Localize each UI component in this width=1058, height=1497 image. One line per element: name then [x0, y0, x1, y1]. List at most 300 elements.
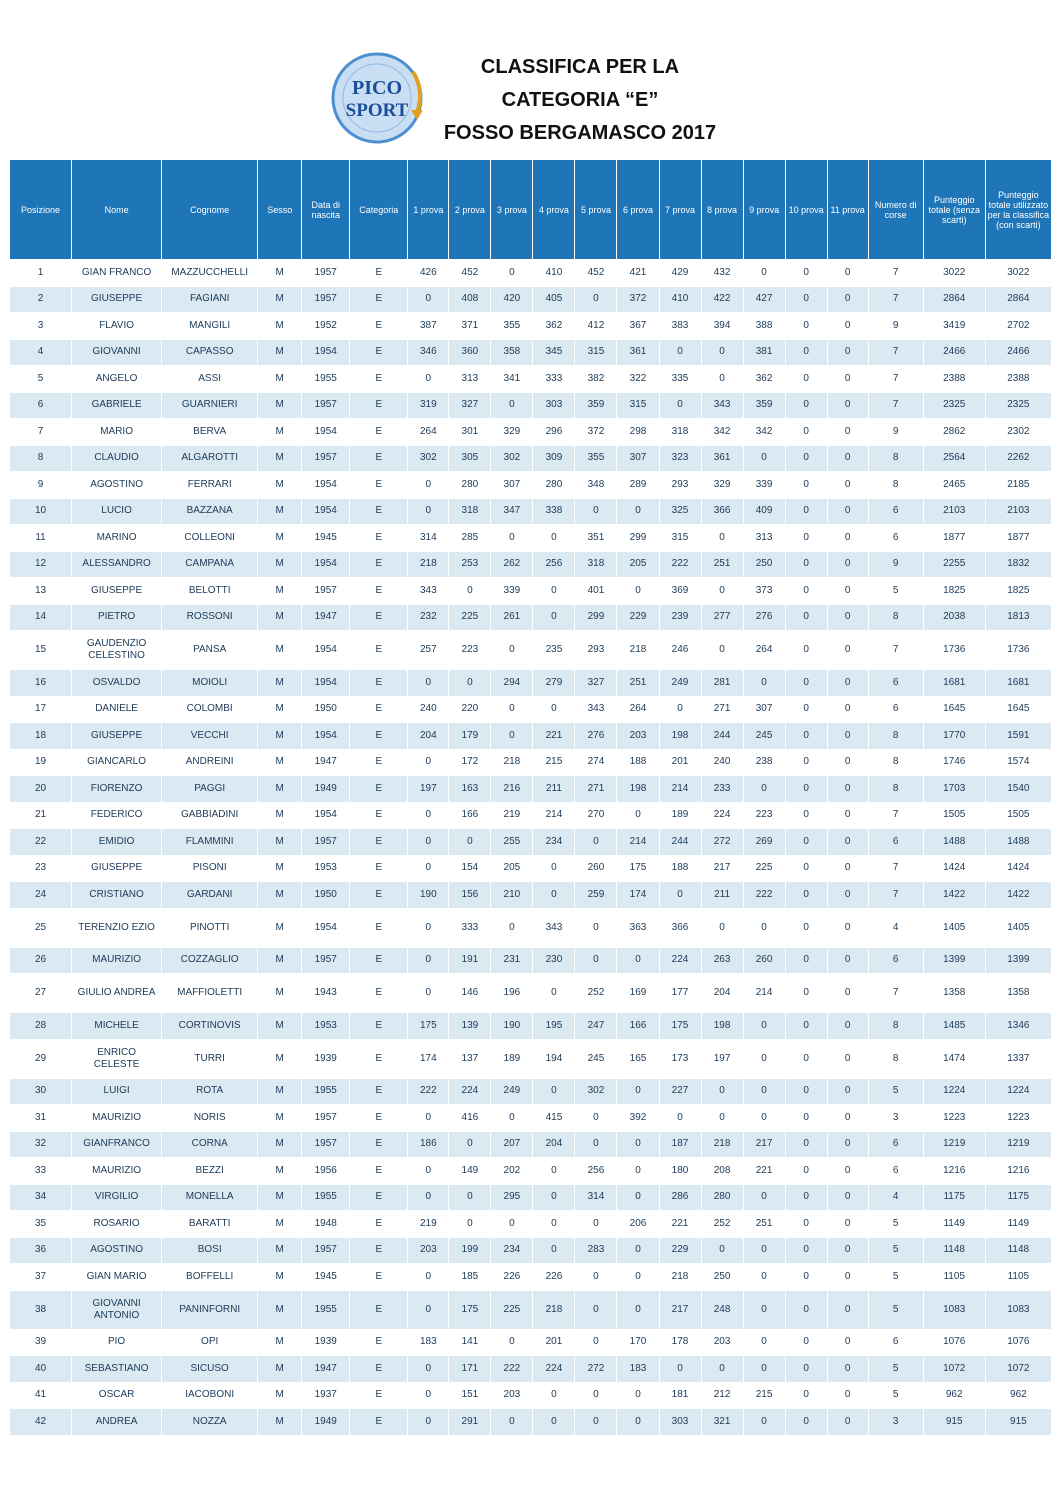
cell-prova-2: 185 [449, 1264, 491, 1291]
cell-prova-10: 0 [785, 829, 827, 856]
table-row [10, 882, 1052, 909]
cell-posizione: 37 [10, 1264, 72, 1291]
cell-posizione: 34 [10, 1184, 72, 1211]
cell-prova-8: 240 [701, 749, 743, 776]
cell-prova-4: 0 [533, 974, 575, 1013]
cell-posizione: 21 [10, 802, 72, 829]
cell-prova-9: 217 [743, 1131, 785, 1158]
cell-prova-9: 307 [743, 696, 785, 723]
cell-punteggio-totale-senza-scarti: 2862 [923, 419, 985, 446]
cell-prova-2: 171 [449, 1356, 491, 1383]
cell-prova-7: 224 [659, 947, 701, 974]
cell-categoria: E [350, 1237, 408, 1264]
cell-data-di-nascita: 1954 [302, 631, 350, 670]
cell-categoria: E [350, 339, 408, 366]
cell-prova-9: 214 [743, 974, 785, 1013]
cell-punteggio-totale-senza-scarti: 1219 [923, 1131, 985, 1158]
cell-cognome: MAFFIOLETTI [162, 974, 258, 1013]
cell-prova-10: 0 [785, 631, 827, 670]
cell-numero-di-corse: 5 [868, 578, 923, 605]
cell-punteggio-con-scarti: 1422 [985, 882, 1051, 909]
cell-nome: LUCIO [72, 498, 162, 525]
cell-punteggio-con-scarti: 2302 [985, 419, 1051, 446]
cell-punteggio-totale-senza-scarti: 1424 [923, 855, 985, 882]
cell-cognome: VECCHI [162, 723, 258, 750]
cell-prova-1: 175 [408, 1013, 449, 1040]
cell-categoria: E [350, 1409, 408, 1436]
cell-prova-7: 173 [659, 1039, 701, 1078]
cell-posizione: 28 [10, 1013, 72, 1040]
cell-categoria: E [350, 1078, 408, 1105]
cell-prova-7: 227 [659, 1078, 701, 1105]
cell-prova-6: 169 [617, 974, 659, 1013]
cell-prova-11: 0 [827, 696, 868, 723]
cell-data-di-nascita: 1949 [302, 1409, 350, 1436]
cell-punteggio-totale-senza-scarti: 2388 [923, 366, 985, 393]
cell-numero-di-corse: 8 [868, 604, 923, 631]
column-header-prova-8: 8 prova [701, 160, 743, 260]
cell-prova-8: 217 [701, 855, 743, 882]
cell-prova-1: 0 [408, 498, 449, 525]
cell-prova-2: 224 [449, 1078, 491, 1105]
cell-data-di-nascita: 1954 [302, 908, 350, 947]
cell-cognome: ROTA [162, 1078, 258, 1105]
cell-prova-4: 235 [533, 631, 575, 670]
cell-prova-5: 452 [575, 260, 617, 287]
cell-punteggio-con-scarti: 1736 [985, 631, 1051, 670]
cell-prova-8: 211 [701, 882, 743, 909]
cell-posizione: 31 [10, 1105, 72, 1132]
cell-prova-7: 0 [659, 1105, 701, 1132]
cell-posizione: 41 [10, 1382, 72, 1409]
cell-prova-11: 0 [827, 1329, 868, 1356]
table-row [10, 749, 1052, 776]
cell-nome: PIETRO [72, 604, 162, 631]
cell-nome: MARIO [72, 419, 162, 446]
table-row [10, 1264, 1052, 1291]
cell-prova-10: 0 [785, 313, 827, 340]
cell-punteggio-con-scarti: 2702 [985, 313, 1051, 340]
cell-prova-10: 0 [785, 1237, 827, 1264]
cell-posizione: 3 [10, 313, 72, 340]
cell-prova-8: 321 [701, 1409, 743, 1436]
cell-prova-11: 0 [827, 802, 868, 829]
cell-prova-5: 271 [575, 776, 617, 803]
cell-prova-3: 0 [491, 260, 533, 287]
cell-posizione: 11 [10, 525, 72, 552]
cell-categoria: E [350, 551, 408, 578]
cell-punteggio-totale-senza-scarti: 962 [923, 1382, 985, 1409]
cell-sesso: M [258, 445, 302, 472]
table-row [10, 339, 1052, 366]
cell-sesso: M [258, 723, 302, 750]
cell-prova-1: 0 [408, 829, 449, 856]
cell-punteggio-totale-senza-scarti: 1770 [923, 723, 985, 750]
cell-prova-11: 0 [827, 723, 868, 750]
cell-prova-9: 215 [743, 1382, 785, 1409]
cell-punteggio-totale-senza-scarti: 1681 [923, 670, 985, 697]
cell-prova-8: 0 [701, 631, 743, 670]
cell-sesso: M [258, 1356, 302, 1383]
cell-prova-1: 0 [408, 974, 449, 1013]
cell-prova-10: 0 [785, 1013, 827, 1040]
cell-categoria: E [350, 1382, 408, 1409]
cell-prova-8: 0 [701, 525, 743, 552]
cell-prova-5: 270 [575, 802, 617, 829]
cell-prova-1: 0 [408, 670, 449, 697]
cell-sesso: M [258, 392, 302, 419]
cell-prova-8: 271 [701, 696, 743, 723]
cell-punteggio-con-scarti: 1645 [985, 696, 1051, 723]
cell-prova-9: 0 [743, 1105, 785, 1132]
cell-prova-7: 175 [659, 1013, 701, 1040]
cell-punteggio-con-scarti: 1148 [985, 1237, 1051, 1264]
cell-prova-5: 299 [575, 604, 617, 631]
cell-prova-11: 0 [827, 829, 868, 856]
cell-punteggio-totale-senza-scarti: 1216 [923, 1158, 985, 1185]
cell-categoria: E [350, 1329, 408, 1356]
title-line-2: CATEGORIA “E” [501, 89, 659, 111]
cell-prova-4: 230 [533, 947, 575, 974]
cell-prova-7: 325 [659, 498, 701, 525]
cell-prova-9: 0 [743, 1329, 785, 1356]
cell-numero-di-corse: 5 [868, 1078, 923, 1105]
cell-sesso: M [258, 525, 302, 552]
cell-data-di-nascita: 1957 [302, 578, 350, 605]
cell-prova-11: 0 [827, 498, 868, 525]
cell-data-di-nascita: 1954 [302, 339, 350, 366]
cell-prova-9: 381 [743, 339, 785, 366]
table-row [10, 551, 1052, 578]
cell-prova-6: 198 [617, 776, 659, 803]
cell-prova-9: 409 [743, 498, 785, 525]
cell-nome: MAURIZIO [72, 1105, 162, 1132]
cell-cognome: MANGILI [162, 313, 258, 340]
cell-prova-5: 0 [575, 1211, 617, 1238]
cell-prova-4: 221 [533, 723, 575, 750]
cell-data-di-nascita: 1954 [302, 802, 350, 829]
cell-prova-5: 0 [575, 1105, 617, 1132]
cell-prova-5: 314 [575, 1184, 617, 1211]
column-header-prova-6: 6 prova [617, 160, 659, 260]
cell-prova-9: 362 [743, 366, 785, 393]
cell-prova-6: 0 [617, 1184, 659, 1211]
cell-cognome: GUARNIERI [162, 392, 258, 419]
cell-data-di-nascita: 1947 [302, 604, 350, 631]
cell-prova-3: 355 [491, 313, 533, 340]
cell-prova-10: 0 [785, 908, 827, 947]
cell-prova-5: 318 [575, 551, 617, 578]
cell-nome: CLAUDIO [72, 445, 162, 472]
cell-numero-di-corse: 7 [868, 802, 923, 829]
cell-punteggio-totale-senza-scarti: 1076 [923, 1329, 985, 1356]
cell-prova-7: 323 [659, 445, 701, 472]
cell-prova-4: 343 [533, 908, 575, 947]
cell-prova-11: 0 [827, 1158, 868, 1185]
cell-punteggio-con-scarti: 1832 [985, 551, 1051, 578]
table-row [10, 445, 1052, 472]
cell-prova-4: 0 [533, 1184, 575, 1211]
cell-posizione: 20 [10, 776, 72, 803]
cell-prova-3: 262 [491, 551, 533, 578]
cell-prova-4: 296 [533, 419, 575, 446]
cell-posizione: 42 [10, 1409, 72, 1436]
cell-punteggio-totale-senza-scarti: 3022 [923, 260, 985, 287]
table-row [10, 908, 1052, 947]
cell-posizione: 23 [10, 855, 72, 882]
cell-prova-11: 0 [827, 1409, 868, 1436]
cell-numero-di-corse: 8 [868, 749, 923, 776]
cell-sesso: M [258, 1409, 302, 1436]
cell-cognome: NOZZA [162, 1409, 258, 1436]
cell-punteggio-con-scarti: 3022 [985, 260, 1051, 287]
cell-prova-10: 0 [785, 670, 827, 697]
cell-punteggio-con-scarti: 2325 [985, 392, 1051, 419]
cell-prova-11: 0 [827, 1211, 868, 1238]
cell-nome: GIOVANNI [72, 339, 162, 366]
logo-text-top: PICO [352, 77, 402, 99]
cell-posizione: 22 [10, 829, 72, 856]
cell-numero-di-corse: 7 [868, 855, 923, 882]
column-header-cognome: Cognome [162, 160, 258, 260]
cell-prova-10: 0 [785, 339, 827, 366]
cell-prova-4: 362 [533, 313, 575, 340]
cell-prova-2: 225 [449, 604, 491, 631]
standings-table [9, 159, 1052, 1436]
cell-prova-8: 0 [701, 1105, 743, 1132]
cell-prova-9: 0 [743, 776, 785, 803]
cell-prova-7: 0 [659, 882, 701, 909]
cell-numero-di-corse: 6 [868, 1329, 923, 1356]
cell-prova-5: 0 [575, 1290, 617, 1329]
cell-prova-8: 233 [701, 776, 743, 803]
cell-categoria: E [350, 1039, 408, 1078]
cell-prova-10: 0 [785, 1078, 827, 1105]
cell-posizione: 9 [10, 472, 72, 499]
cell-prova-10: 0 [785, 1409, 827, 1436]
cell-prova-4: 204 [533, 1131, 575, 1158]
cell-prova-11: 0 [827, 286, 868, 313]
cell-sesso: M [258, 578, 302, 605]
cell-cognome: ASSI [162, 366, 258, 393]
cell-punteggio-con-scarti: 1105 [985, 1264, 1051, 1291]
cell-prova-9: 0 [743, 1264, 785, 1291]
cell-sesso: M [258, 1211, 302, 1238]
cell-posizione: 7 [10, 419, 72, 446]
cell-categoria: E [350, 696, 408, 723]
cell-prova-4: 309 [533, 445, 575, 472]
cell-prova-9: 269 [743, 829, 785, 856]
cell-posizione: 24 [10, 882, 72, 909]
cell-cognome: CAMPANA [162, 551, 258, 578]
cell-prova-9: 313 [743, 525, 785, 552]
cell-prova-4: 218 [533, 1290, 575, 1329]
cell-sesso: M [258, 419, 302, 446]
cell-categoria: E [350, 908, 408, 947]
cell-punteggio-con-scarti: 1505 [985, 802, 1051, 829]
cell-punteggio-con-scarti: 1337 [985, 1039, 1051, 1078]
cell-prova-2: 285 [449, 525, 491, 552]
cell-prova-1: 0 [408, 749, 449, 776]
cell-prova-5: 256 [575, 1158, 617, 1185]
cell-prova-9: 339 [743, 472, 785, 499]
cell-prova-4: 226 [533, 1264, 575, 1291]
cell-data-di-nascita: 1948 [302, 1211, 350, 1238]
cell-prova-3: 329 [491, 419, 533, 446]
cell-prova-10: 0 [785, 1382, 827, 1409]
cell-prova-9: 427 [743, 286, 785, 313]
cell-prova-10: 0 [785, 472, 827, 499]
cell-categoria: E [350, 723, 408, 750]
cell-prova-5: 272 [575, 1356, 617, 1383]
cell-numero-di-corse: 6 [868, 525, 923, 552]
cell-prova-9: 0 [743, 1237, 785, 1264]
cell-posizione: 29 [10, 1039, 72, 1078]
cell-prova-10: 0 [785, 696, 827, 723]
cell-numero-di-corse: 9 [868, 419, 923, 446]
cell-prova-11: 0 [827, 1105, 868, 1132]
cell-prova-6: 0 [617, 1078, 659, 1105]
cell-prova-7: 0 [659, 1356, 701, 1383]
cell-data-di-nascita: 1954 [302, 723, 350, 750]
cell-punteggio-totale-senza-scarti: 915 [923, 1409, 985, 1436]
cell-data-di-nascita: 1957 [302, 829, 350, 856]
cell-sesso: M [258, 947, 302, 974]
cell-prova-11: 0 [827, 1013, 868, 1040]
cell-posizione: 8 [10, 445, 72, 472]
cell-prova-6: 0 [617, 498, 659, 525]
cell-data-di-nascita: 1947 [302, 749, 350, 776]
table-row [10, 1158, 1052, 1185]
cell-nome: GIULIO ANDREA [72, 974, 162, 1013]
cell-prova-6: 372 [617, 286, 659, 313]
cell-prova-4: 345 [533, 339, 575, 366]
cell-prova-3: 196 [491, 974, 533, 1013]
cell-prova-9: 388 [743, 313, 785, 340]
cell-prova-5: 302 [575, 1078, 617, 1105]
cell-prova-11: 0 [827, 551, 868, 578]
table-row [10, 260, 1052, 287]
cell-punteggio-totale-senza-scarti: 2465 [923, 472, 985, 499]
cell-numero-di-corse: 7 [868, 286, 923, 313]
cell-prova-6: 218 [617, 631, 659, 670]
cell-prova-5: 276 [575, 723, 617, 750]
cell-prova-3: 205 [491, 855, 533, 882]
cell-prova-7: 249 [659, 670, 701, 697]
cell-prova-2: 156 [449, 882, 491, 909]
table-row [10, 1039, 1052, 1078]
cell-prova-7: 218 [659, 1264, 701, 1291]
table-row [10, 829, 1052, 856]
cell-prova-11: 0 [827, 908, 868, 947]
cell-prova-10: 0 [785, 260, 827, 287]
cell-punteggio-totale-senza-scarti: 1405 [923, 908, 985, 947]
cell-prova-7: 178 [659, 1329, 701, 1356]
cell-prova-10: 0 [785, 1211, 827, 1238]
cell-prova-7: 198 [659, 723, 701, 750]
cell-prova-7: 239 [659, 604, 701, 631]
cell-prova-2: 223 [449, 631, 491, 670]
cell-prova-5: 359 [575, 392, 617, 419]
cell-prova-6: 206 [617, 1211, 659, 1238]
cell-punteggio-con-scarti: 2864 [985, 286, 1051, 313]
cell-cognome: NORIS [162, 1105, 258, 1132]
cell-prova-3: 225 [491, 1290, 533, 1329]
cell-cognome: PANSA [162, 631, 258, 670]
cell-prova-7: 366 [659, 908, 701, 947]
cell-numero-di-corse: 3 [868, 1105, 923, 1132]
cell-punteggio-con-scarti: 2388 [985, 366, 1051, 393]
cell-prova-1: 426 [408, 260, 449, 287]
cell-prova-5: 348 [575, 472, 617, 499]
cell-data-di-nascita: 1957 [302, 260, 350, 287]
cell-punteggio-con-scarti: 1574 [985, 749, 1051, 776]
cell-punteggio-con-scarti: 1083 [985, 1290, 1051, 1329]
cell-prova-9: 0 [743, 670, 785, 697]
cell-categoria: E [350, 1105, 408, 1132]
cell-prova-9: 223 [743, 802, 785, 829]
cell-sesso: M [258, 313, 302, 340]
cell-nome: LUIGI [72, 1078, 162, 1105]
cell-posizione: 15 [10, 631, 72, 670]
table-row [10, 855, 1052, 882]
cell-prova-8: 272 [701, 829, 743, 856]
cell-sesso: M [258, 1131, 302, 1158]
cell-sesso: M [258, 1039, 302, 1078]
cell-numero-di-corse: 6 [868, 1158, 923, 1185]
cell-posizione: 12 [10, 551, 72, 578]
cell-prova-6: 307 [617, 445, 659, 472]
cell-categoria: E [350, 1264, 408, 1291]
column-header-categoria: Categoria [350, 160, 408, 260]
cell-sesso: M [258, 498, 302, 525]
cell-nome: MAURIZIO [72, 947, 162, 974]
cell-prova-9: 342 [743, 419, 785, 446]
cell-prova-9: 0 [743, 260, 785, 287]
cell-prova-5: 351 [575, 525, 617, 552]
cell-categoria: E [350, 882, 408, 909]
cell-prova-7: 369 [659, 578, 701, 605]
cell-punteggio-con-scarti: 1488 [985, 829, 1051, 856]
cell-prova-11: 0 [827, 260, 868, 287]
cell-prova-9: 0 [743, 1356, 785, 1383]
cell-prova-1: 343 [408, 578, 449, 605]
cell-prova-10: 0 [785, 366, 827, 393]
cell-prova-1: 0 [408, 1290, 449, 1329]
cell-prova-8: 277 [701, 604, 743, 631]
cell-prova-5: 245 [575, 1039, 617, 1078]
table-row [10, 1078, 1052, 1105]
cell-nome: TERENZIO EZIO [72, 908, 162, 947]
cell-punteggio-con-scarti: 1224 [985, 1078, 1051, 1105]
cell-punteggio-totale-senza-scarti: 1703 [923, 776, 985, 803]
cell-posizione: 36 [10, 1237, 72, 1264]
cell-prova-6: 0 [617, 1290, 659, 1329]
cell-prova-11: 0 [827, 604, 868, 631]
cell-numero-di-corse: 7 [868, 366, 923, 393]
cell-prova-2: 371 [449, 313, 491, 340]
cell-prova-10: 0 [785, 578, 827, 605]
cell-prova-3: 261 [491, 604, 533, 631]
cell-prova-2: 139 [449, 1013, 491, 1040]
cell-numero-di-corse: 7 [868, 260, 923, 287]
cell-data-di-nascita: 1955 [302, 1184, 350, 1211]
cell-categoria: E [350, 947, 408, 974]
cell-prova-6: 214 [617, 829, 659, 856]
cell-nome: SEBASTIANO [72, 1356, 162, 1383]
cell-prova-11: 0 [827, 1356, 868, 1383]
cell-data-di-nascita: 1956 [302, 1158, 350, 1185]
